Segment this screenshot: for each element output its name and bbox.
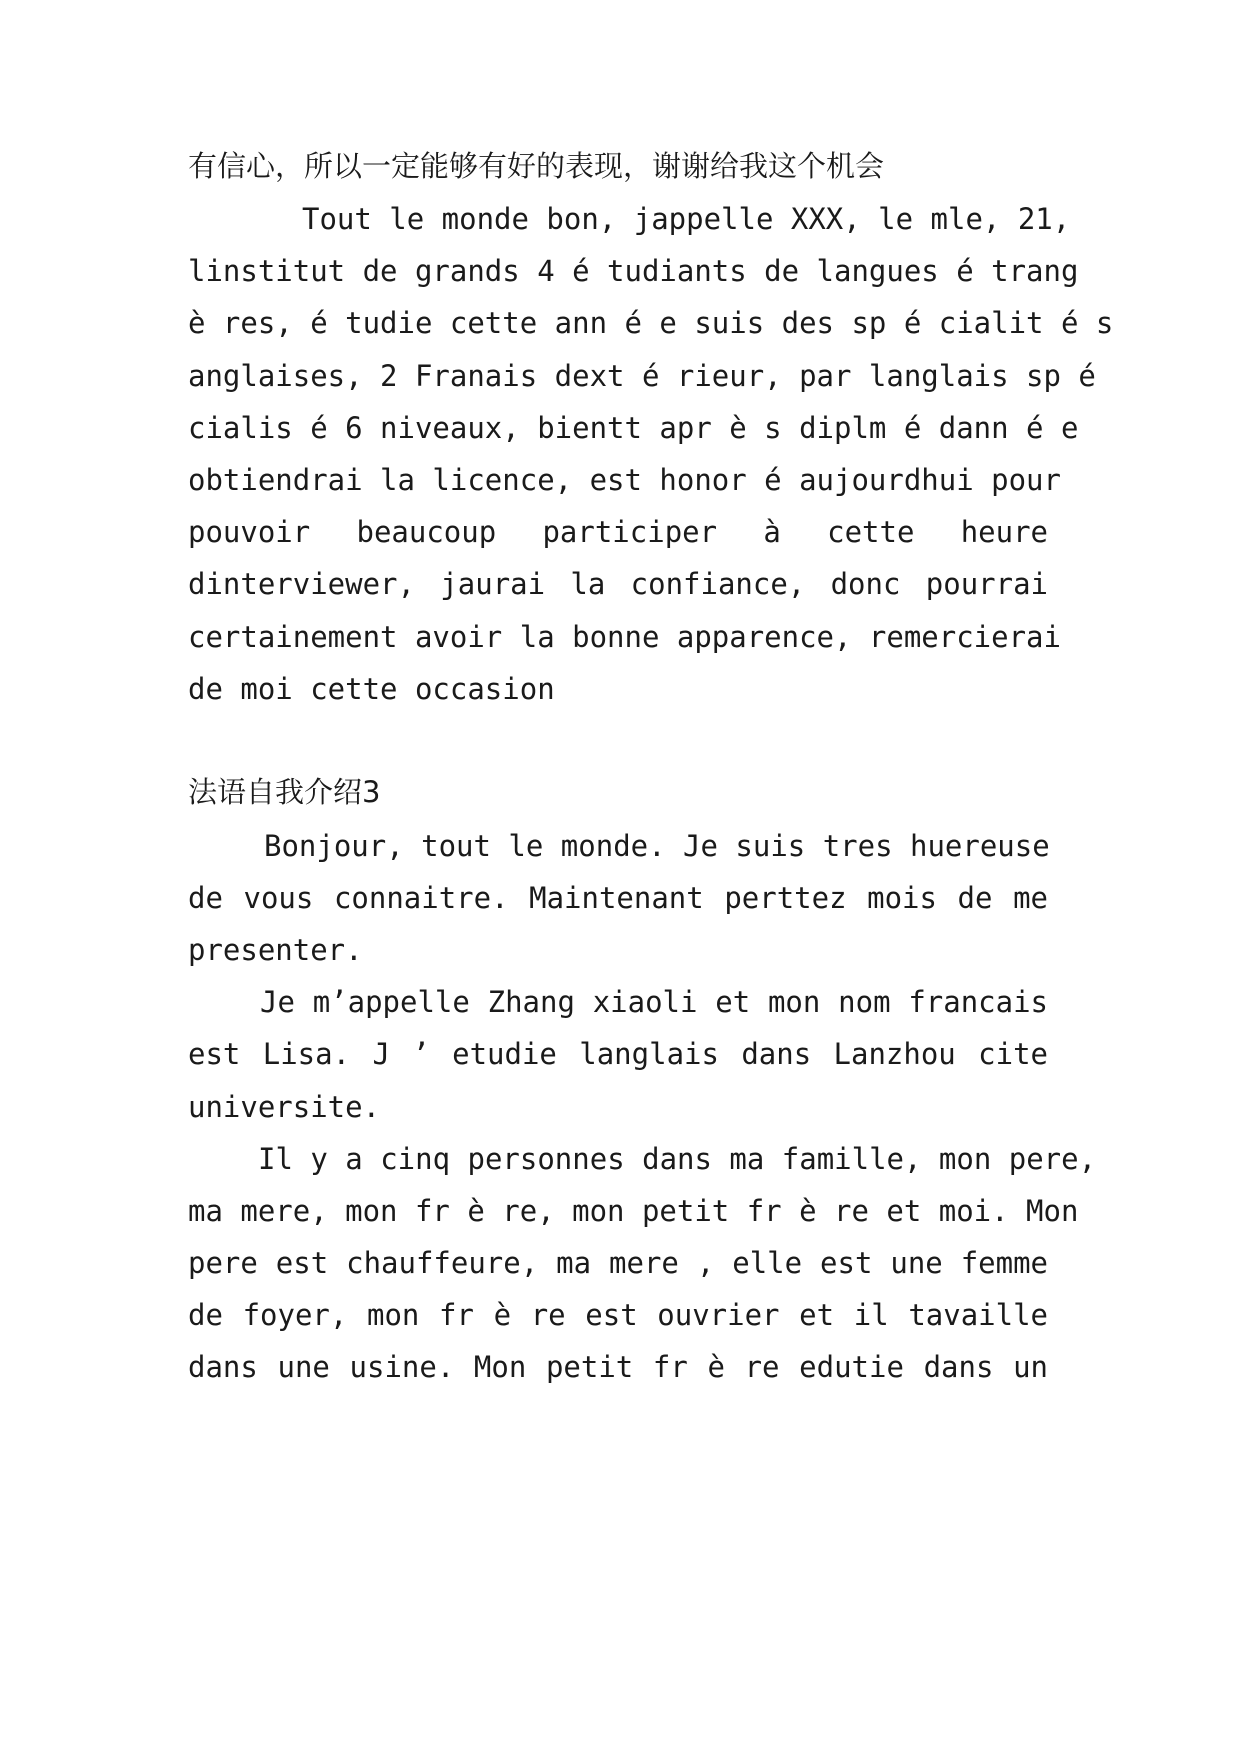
- text-line: Tout le monde bon, jappelle XXX, le mle, 21,: [302, 202, 1071, 236]
- text-line: 有信心，所以一定能够有好的表现，谢谢给我这个机会: [188, 149, 885, 183]
- text-line: de foyer, mon fr è re est ouvrier et il tavaille: [188, 1298, 1048, 1332]
- text-line: ma mere, mon fr è re, mon petit fr è re et moi. Mon: [188, 1194, 1079, 1228]
- text-line: linstitut de grands 4 é tudiants de langues é trang: [188, 254, 1079, 288]
- text-line: presenter.: [188, 933, 363, 967]
- text-line: anglaises, 2 Franais dext é rieur, par langlais sp é: [188, 359, 1096, 393]
- text-line: è res, é tudie cette ann é e suis des sp é cialit é s: [188, 306, 1114, 340]
- text-line: de moi cette occasion: [188, 672, 555, 706]
- text-line: Bonjour, tout le monde. Je suis tres huereuse: [264, 829, 1050, 863]
- text-line: pere est chauffeure, ma mere , elle est une femme: [188, 1246, 1048, 1280]
- text-line: est Lisa. J ’ etudie langlais dans Lanzhou cite: [188, 1037, 1048, 1071]
- text-line: universite.: [188, 1090, 381, 1124]
- text-line: cialis é 6 niveaux, bientt apr è s diplm é dann é e: [188, 411, 1079, 445]
- text-line: obtiendrai la licence, est honor é aujourdhui pour: [188, 463, 1061, 497]
- text-line: dans une usine. Mon petit fr è re edutie dans un: [188, 1350, 1048, 1384]
- text-line: de vous connaitre. Maintenant perttez mois de me: [188, 881, 1048, 915]
- text-line: Je m’appelle Zhang xiaoli et mon nom francais: [260, 985, 1048, 1019]
- text-line: certainement avoir la bonne apparence, remercierai: [188, 620, 1061, 654]
- section-title: 法语自我介绍3: [188, 775, 381, 809]
- text-line: dinterviewer, jaurai la confiance, donc pourrai: [188, 567, 1048, 601]
- text-line: pouvoir beaucoup participer à cette heure: [188, 515, 1048, 549]
- text-line: Il y a cinq personnes dans ma famille, mon pere,: [258, 1142, 1097, 1176]
